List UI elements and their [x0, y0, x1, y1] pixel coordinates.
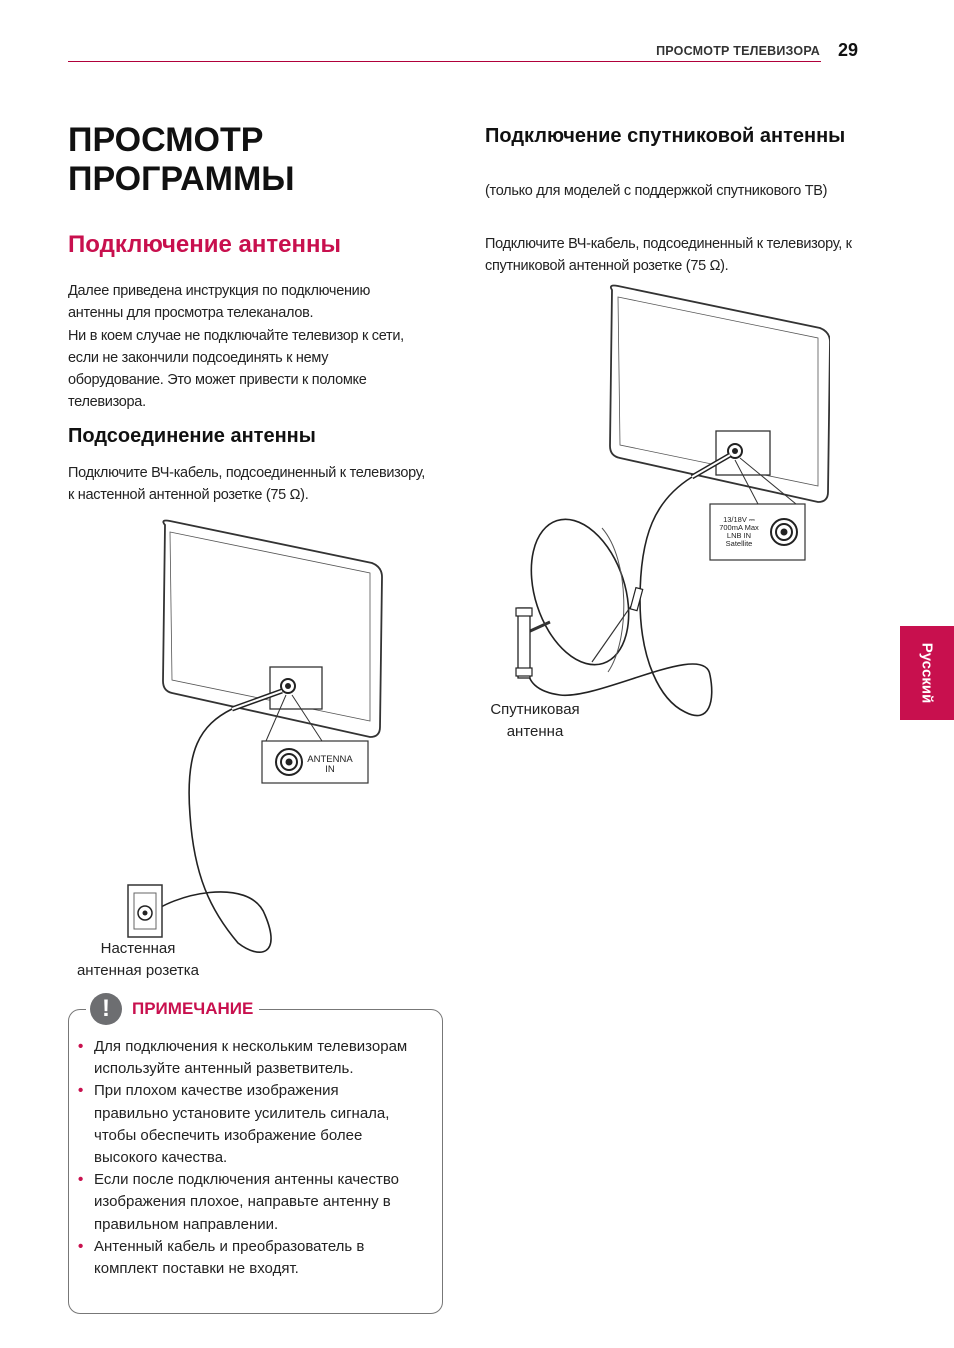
- antenna-cable: [150, 709, 271, 952]
- section-title: Подключение антенны: [68, 231, 341, 258]
- satellite-caption-line-2: антенна: [506, 723, 564, 740]
- wall-socket-caption-line-1: Настенная: [100, 940, 176, 957]
- intro-text: [68, 280, 408, 414]
- intro-paragraph-2: Ни в коем случае не подключайте телевизор к сети, если не закончили подсоединять к нему оборудование. Это может привести к поломке телевизора.: [68, 327, 404, 411]
- tv-port-panel: [270, 667, 322, 709]
- exclamation-icon: !: [90, 993, 122, 1025]
- antenna-instruction: Подключите ВЧ-кабель, подсоединенный к телевизору, к настенной антенной розетке (75 Ω).: [68, 465, 425, 504]
- satellite-dish-caption: [480, 699, 590, 743]
- note-item: • При плохом качестве изображения правильно установите усилитель сигнала, чтобы обеспечить изображение более высокого качества.: [78, 1080, 408, 1169]
- note-item: • Для подключения к нескольким телевизорам используйте антенный разветвитель.: [78, 1036, 408, 1080]
- note-item: • Если после подключения антенны качество изображения плохое, направьте антенну в правильном направлении.: [78, 1169, 408, 1236]
- antenna-subtitle: Подсоединение антенны: [68, 425, 316, 447]
- note-label: ПРИМЕЧАНИЕ: [132, 999, 254, 1018]
- satellite-subtitle: Подключение спутниковой антенны: [485, 125, 846, 147]
- intro-paragraph-1: Далее приведена инструкция по подключению антенны для просмотра телеканалов.: [68, 283, 371, 322]
- antenna-port-label-2: IN: [325, 764, 335, 775]
- wall-socket-caption-line-2: антенная розетка: [76, 962, 200, 979]
- note-header: [86, 993, 259, 1025]
- satellite-instruction: Подключите ВЧ-кабель, подсоединенный к телевизору, к спутниковой антенной розетке (75 Ω).: [485, 236, 852, 275]
- antenna-connection-diagram: [60, 515, 450, 960]
- page-number: 29: [837, 40, 858, 60]
- satellite-port-label-2: 700mA Max: [719, 523, 759, 532]
- running-header: ПРОСМОТР ТЕЛЕВИЗОРА: [656, 44, 820, 58]
- antenna-port-label-1: ANTENNA: [307, 754, 353, 765]
- satellite-port-label-1: 13/18V ⎓: [723, 515, 755, 524]
- note-list: [78, 1036, 408, 1280]
- satellite-caption-line-1: Спутниковая: [490, 701, 580, 718]
- language-side-tab: [900, 626, 954, 720]
- satellite-port-label-4: Satellite: [725, 539, 753, 548]
- satellite-connection-diagram: [490, 280, 830, 725]
- satellite-port-label-3: LNB IN: [726, 531, 752, 540]
- language-tab-label: Русский: [918, 642, 936, 704]
- header-rule: [68, 61, 821, 62]
- wall-socket-caption: [68, 938, 208, 982]
- note-item: • Антенный кабель и преобразователь в комплект поставки не входят.: [78, 1236, 408, 1280]
- satellite-note: (только для моделей с поддержкой спутникового ТВ): [485, 183, 828, 199]
- tv-port-panel: [716, 431, 770, 475]
- page-title: ПРОСМОТР ПРОГРАММЫ: [68, 121, 295, 198]
- satellite-dish: [514, 507, 646, 677]
